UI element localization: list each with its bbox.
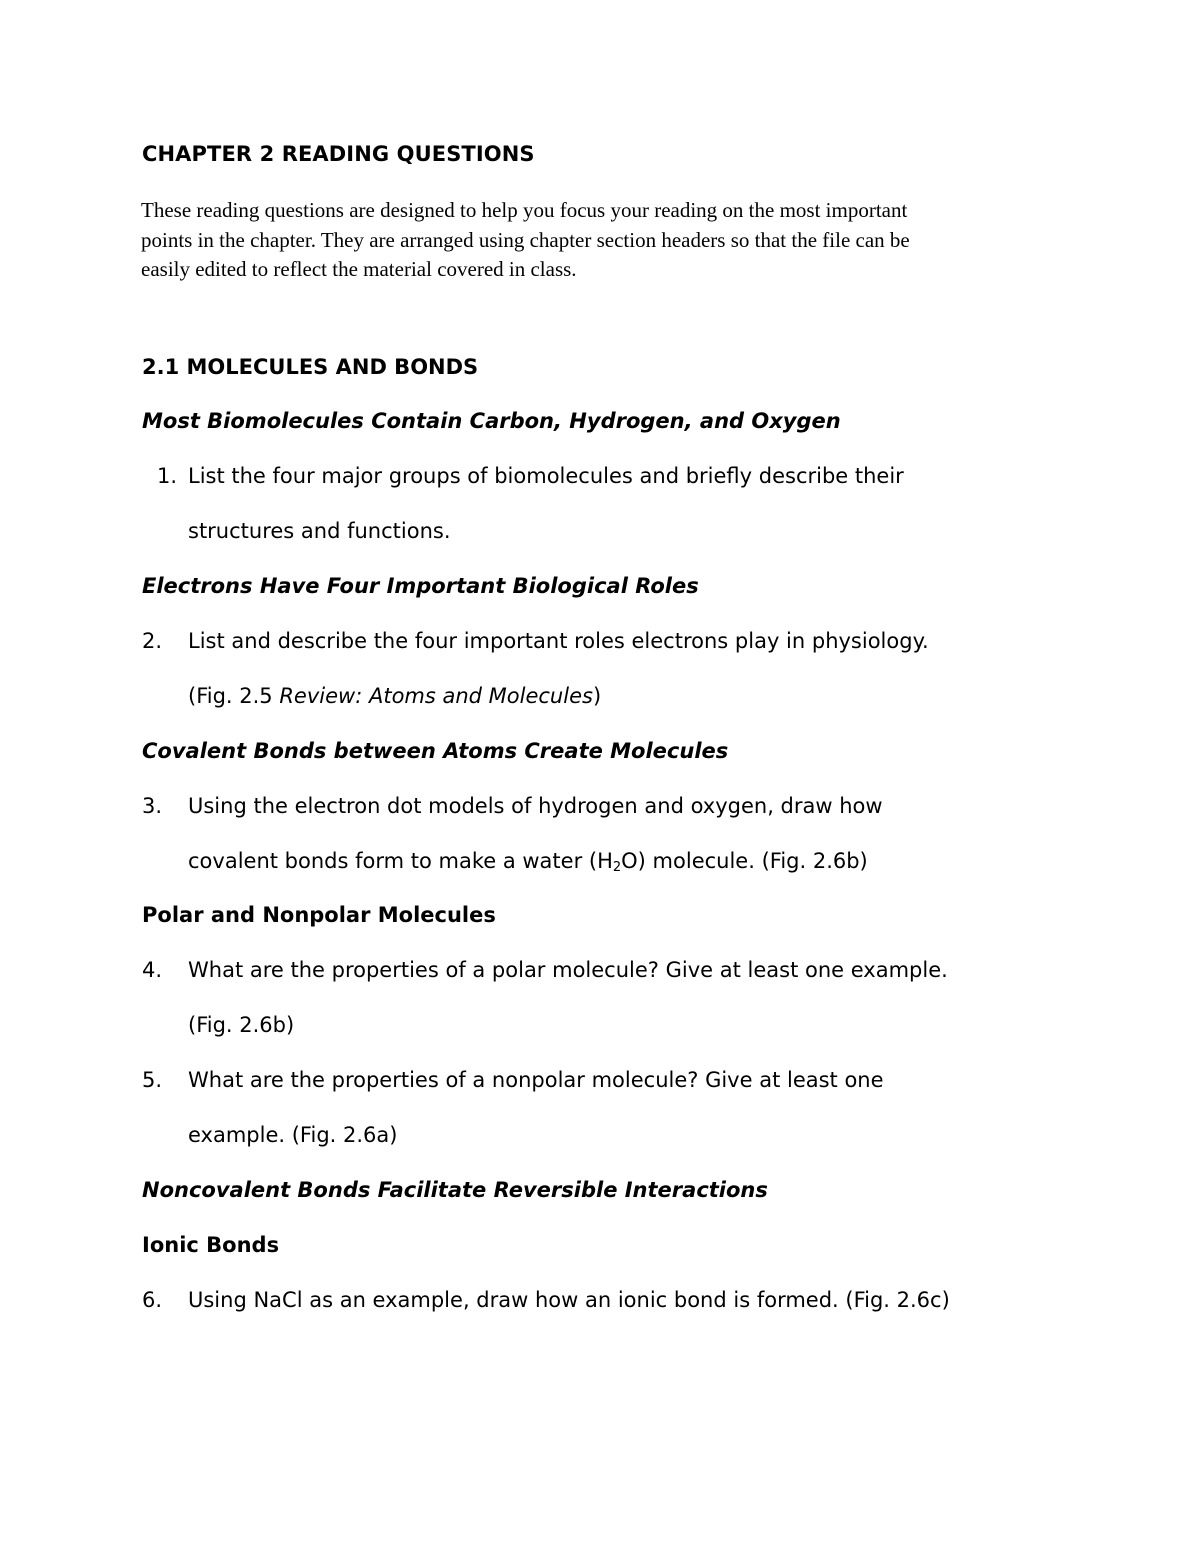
question-text-part: ) xyxy=(592,684,602,708)
question-text: Using NaCl as an example, draw how an ionic bond is formed. (Fig. 2.6c) xyxy=(188,1288,950,1312)
question-text-part: O) molecule. (Fig. 2.6b) xyxy=(621,849,868,873)
question-text: What are the properties of a nonpolar molecule? Give at least one xyxy=(188,1068,884,1092)
question-number: 5. xyxy=(142,1068,163,1092)
question-text xyxy=(188,849,868,875)
question-text-part: covalent bonds form to make a water (H xyxy=(188,849,613,873)
document-title: CHAPTER 2 READING QUESTIONS xyxy=(142,142,535,166)
question-number: 1. xyxy=(157,464,178,488)
question-text: List and describe the four important roles electrons play in physiology. xyxy=(188,629,929,653)
subscript: 2 xyxy=(612,860,622,875)
question-number: 4. xyxy=(142,958,163,982)
subheading-ionic-bonds: Ionic Bonds xyxy=(142,1233,280,1257)
question-text: structures and functions. xyxy=(188,519,451,543)
subheading-polar-molecules: Polar and Nonpolar Molecules xyxy=(142,903,496,927)
figure-title: Review: Atoms and Molecules xyxy=(279,684,593,708)
question-text-part: (Fig. 2.5 xyxy=(188,684,280,708)
question-text: (Fig. 2.6b) xyxy=(188,1013,295,1037)
question-text: List the four major groups of biomolecules and briefly describe their xyxy=(188,464,904,488)
intro-line: points in the chapter. They are arranged using chapter section headers so that the file can be xyxy=(141,227,910,252)
intro-paragraph xyxy=(141,196,1041,285)
question-number: 2. xyxy=(142,629,163,653)
subheading-covalent-bonds: Covalent Bonds between Atoms Create Molecules xyxy=(142,739,729,763)
question-text: Using the electron dot models of hydrogen and oxygen, draw how xyxy=(188,794,883,818)
question-number: 6. xyxy=(142,1288,163,1312)
section-heading: 2.1 MOLECULES AND BONDS xyxy=(142,355,479,379)
intro-line: These reading questions are designed to help you focus your reading on the most important xyxy=(141,198,908,222)
intro-line: easily edited to reflect the material covered in class. xyxy=(141,257,577,281)
question-text xyxy=(188,684,601,708)
question-text: What are the properties of a polar molecule? Give at least one example. xyxy=(188,958,948,982)
question-number: 3. xyxy=(142,794,163,818)
question-text: example. (Fig. 2.6a) xyxy=(188,1123,398,1147)
subheading-electrons: Electrons Have Four Important Biological Roles xyxy=(142,574,699,598)
subheading-noncovalent-bonds: Noncovalent Bonds Facilitate Reversible Interactions xyxy=(142,1178,768,1202)
subheading-biomolecules: Most Biomolecules Contain Carbon, Hydrogen, and Oxygen xyxy=(142,409,841,433)
